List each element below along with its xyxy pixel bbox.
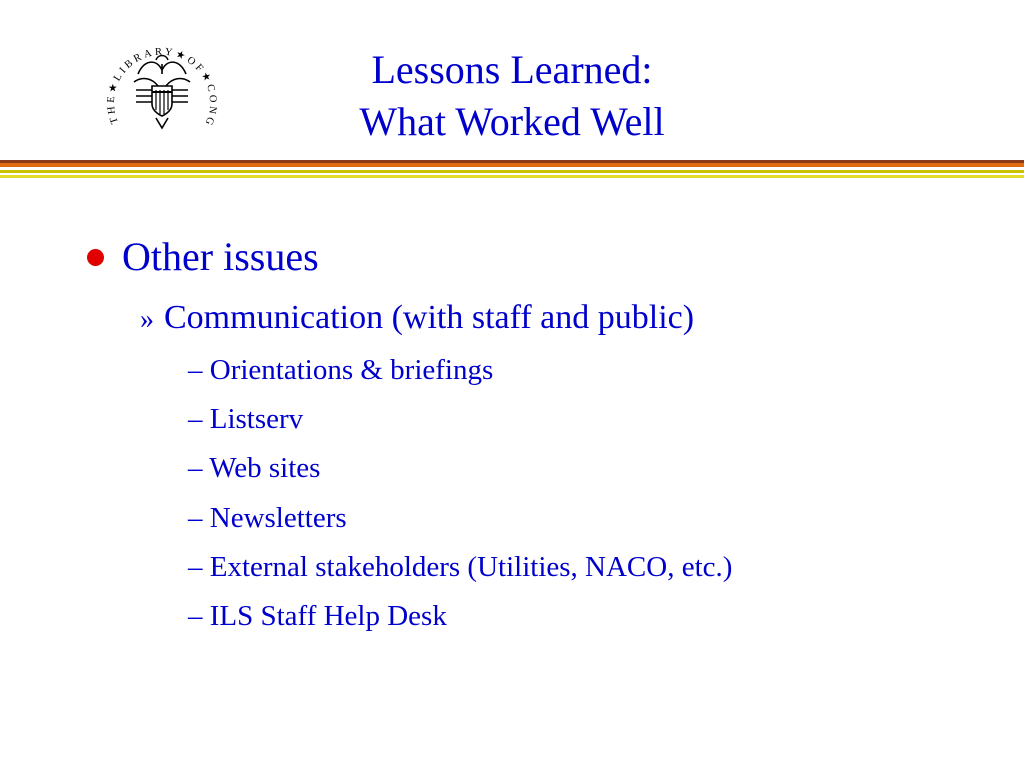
level-2-marker: » [140,304,154,335]
slide-title [262,44,762,148]
svg-text:THE★LIBRARY★OF★CONGRESS★: THE★LIBRARY★OF★CONG [105,46,219,130]
bullet-level-3-item: – ILS Staff Help Desk [188,600,447,632]
bullet-level-3-item: – Newsletters [188,502,347,534]
header-rule-yellow [0,170,1024,173]
bullet-level-1 [87,232,319,282]
bullet-level-3-item: – Orientations & briefings [188,354,494,386]
header-rule-orange [0,163,1024,167]
slide-title-line-1: Lessons Learned: [371,47,653,92]
bullet-level-3-item: – External stakeholders (Utilities, NACO, etc.) [188,551,733,583]
red-bullet-icon [87,249,104,266]
bullet-level-1-text: Other issues [122,234,319,279]
bullet-level-2 [140,298,694,340]
library-of-congress-seal-icon [98,30,226,148]
slide-title-line-2: What Worked Well [359,99,665,144]
bullet-level-3-item: – Listserv [188,403,304,435]
header-rule-light-yellow [0,175,1024,178]
bullet-level-2-text: Communication (with staff and public) [164,299,695,336]
bullet-level-3-item: – Web sites [188,452,321,484]
